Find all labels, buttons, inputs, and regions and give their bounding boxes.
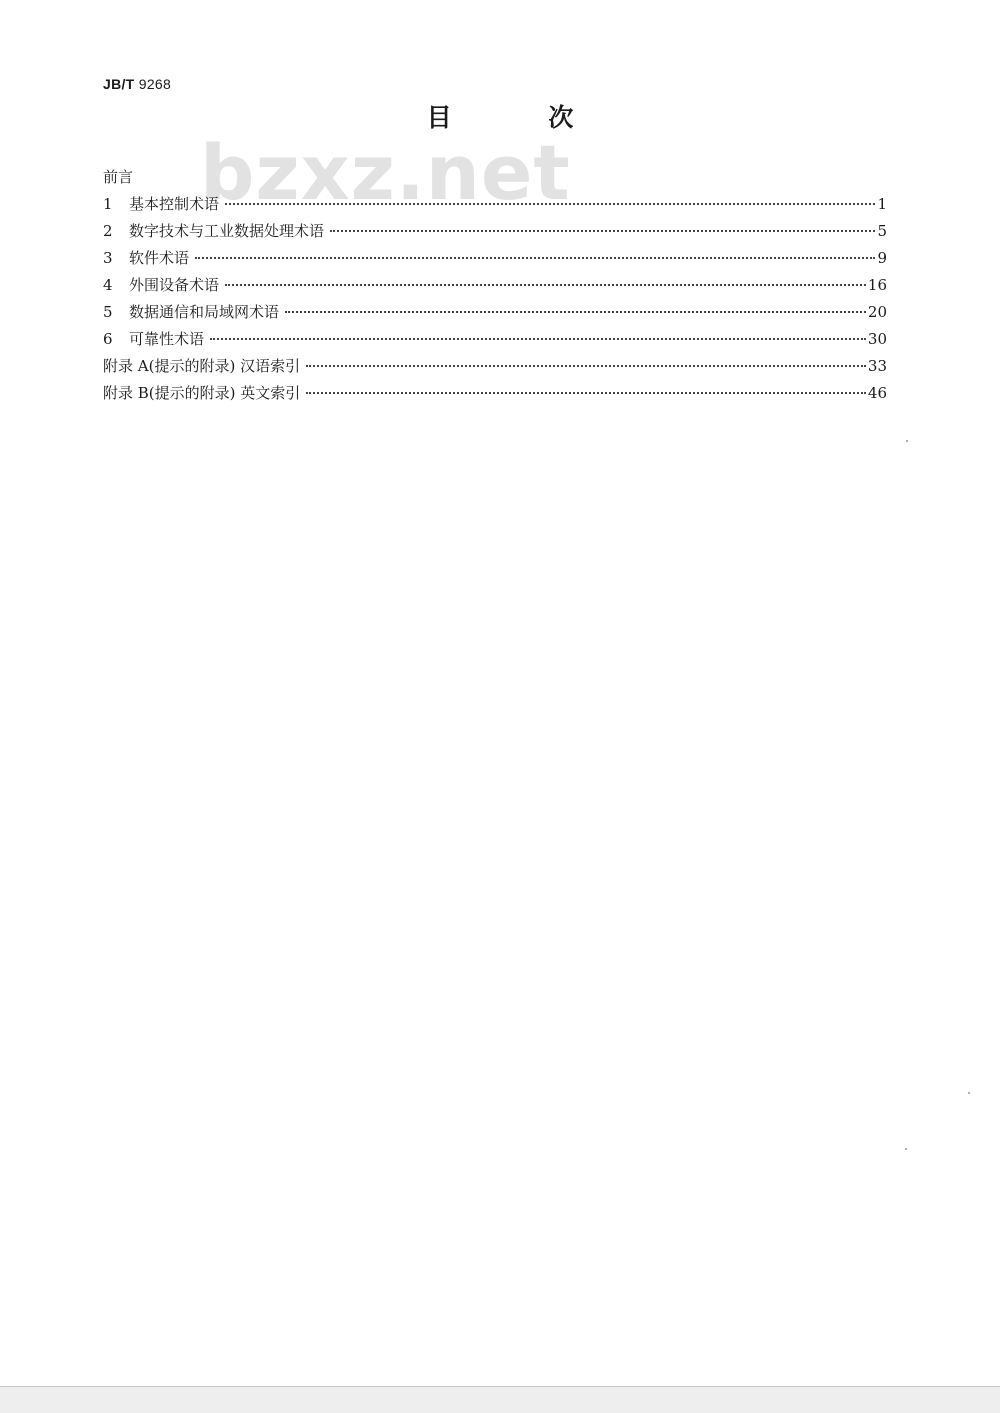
page-title: 目 次: [426, 103, 618, 132]
toc-entry-3[interactable]: [103, 245, 887, 272]
toc-entry-appendix-a[interactable]: [103, 353, 887, 380]
toc-entry-label: [103, 380, 300, 407]
toc-entry-4[interactable]: [103, 272, 887, 299]
toc-entry-2[interactable]: [103, 218, 887, 245]
toc-leader-dots: [306, 392, 866, 394]
toc-entry-text: 基本控制术语: [129, 195, 220, 213]
toc-leader-dots: [225, 203, 875, 205]
toc-entry-index: 1: [103, 195, 113, 213]
toc-entry-appendix-b[interactable]: [103, 380, 887, 407]
toc-page-number: 46: [867, 384, 887, 402]
toc-entry-label: [103, 245, 189, 272]
toc-entry-text: 数据通信和局域网术语: [129, 303, 280, 321]
toc-entry-index: 4: [103, 276, 113, 294]
toc-entry-index: 5: [103, 303, 113, 321]
scan-speck: [968, 1092, 970, 1094]
toc-entry-text: 前言: [103, 168, 134, 186]
standard-number: 9268: [138, 76, 172, 92]
toc-page-number: 20: [867, 303, 887, 321]
toc-entry-1[interactable]: [103, 191, 887, 218]
watermark: bzxz.net: [200, 128, 571, 217]
toc-leader-dots: [330, 230, 875, 232]
toc-entry-text: 软件术语: [129, 249, 190, 267]
toc-entry-label: [103, 191, 219, 218]
toc-entry-index: 6: [103, 330, 113, 348]
toc-entry-index: 2: [103, 222, 113, 240]
toc-entry-label: [103, 326, 204, 353]
toc-page-number: 30: [867, 330, 887, 348]
toc-entry-text: 可靠性术语: [129, 330, 205, 348]
scan-speck: [906, 440, 908, 442]
toc-page-number: 33: [867, 357, 887, 375]
toc-entry-5[interactable]: [103, 299, 887, 326]
toc-entry-text: 外围设备术语: [129, 276, 220, 294]
toc-entry-label: [103, 164, 133, 191]
toc-leader-dots: [225, 284, 866, 286]
toc-leader-dots: [195, 257, 875, 259]
standard-prefix: JB/T: [103, 76, 135, 92]
scan-speck: [905, 1148, 907, 1150]
toc-leader-dots: [306, 365, 866, 367]
toc-entry-text: 附录 A(提示的附录) 汉语索引: [103, 357, 301, 375]
toc-page-number: 9: [877, 249, 887, 267]
toc-entry-label: [103, 218, 324, 245]
toc-entry-label: [103, 353, 300, 380]
page-bottom-edge: [0, 1386, 1000, 1413]
toc-entry-text: 附录 B(提示的附录) 英文索引: [103, 384, 301, 402]
toc-entry-label: [103, 272, 219, 299]
toc-entry-text: 数字技术与工业数据处理术语: [129, 222, 325, 240]
toc-page-number: 16: [867, 276, 887, 294]
toc-entry-foreword[interactable]: [103, 164, 887, 191]
toc-entry-6[interactable]: [103, 326, 887, 353]
toc-entry-label: [103, 299, 279, 326]
toc-leader-dots: [210, 338, 866, 340]
toc-page-number: 1: [877, 195, 887, 213]
toc-entry-index: 3: [103, 249, 113, 267]
standard-code: [103, 76, 171, 92]
toc-page-number: 5: [877, 222, 887, 240]
toc-leader-dots: [285, 311, 866, 313]
table-of-contents: [103, 164, 887, 407]
